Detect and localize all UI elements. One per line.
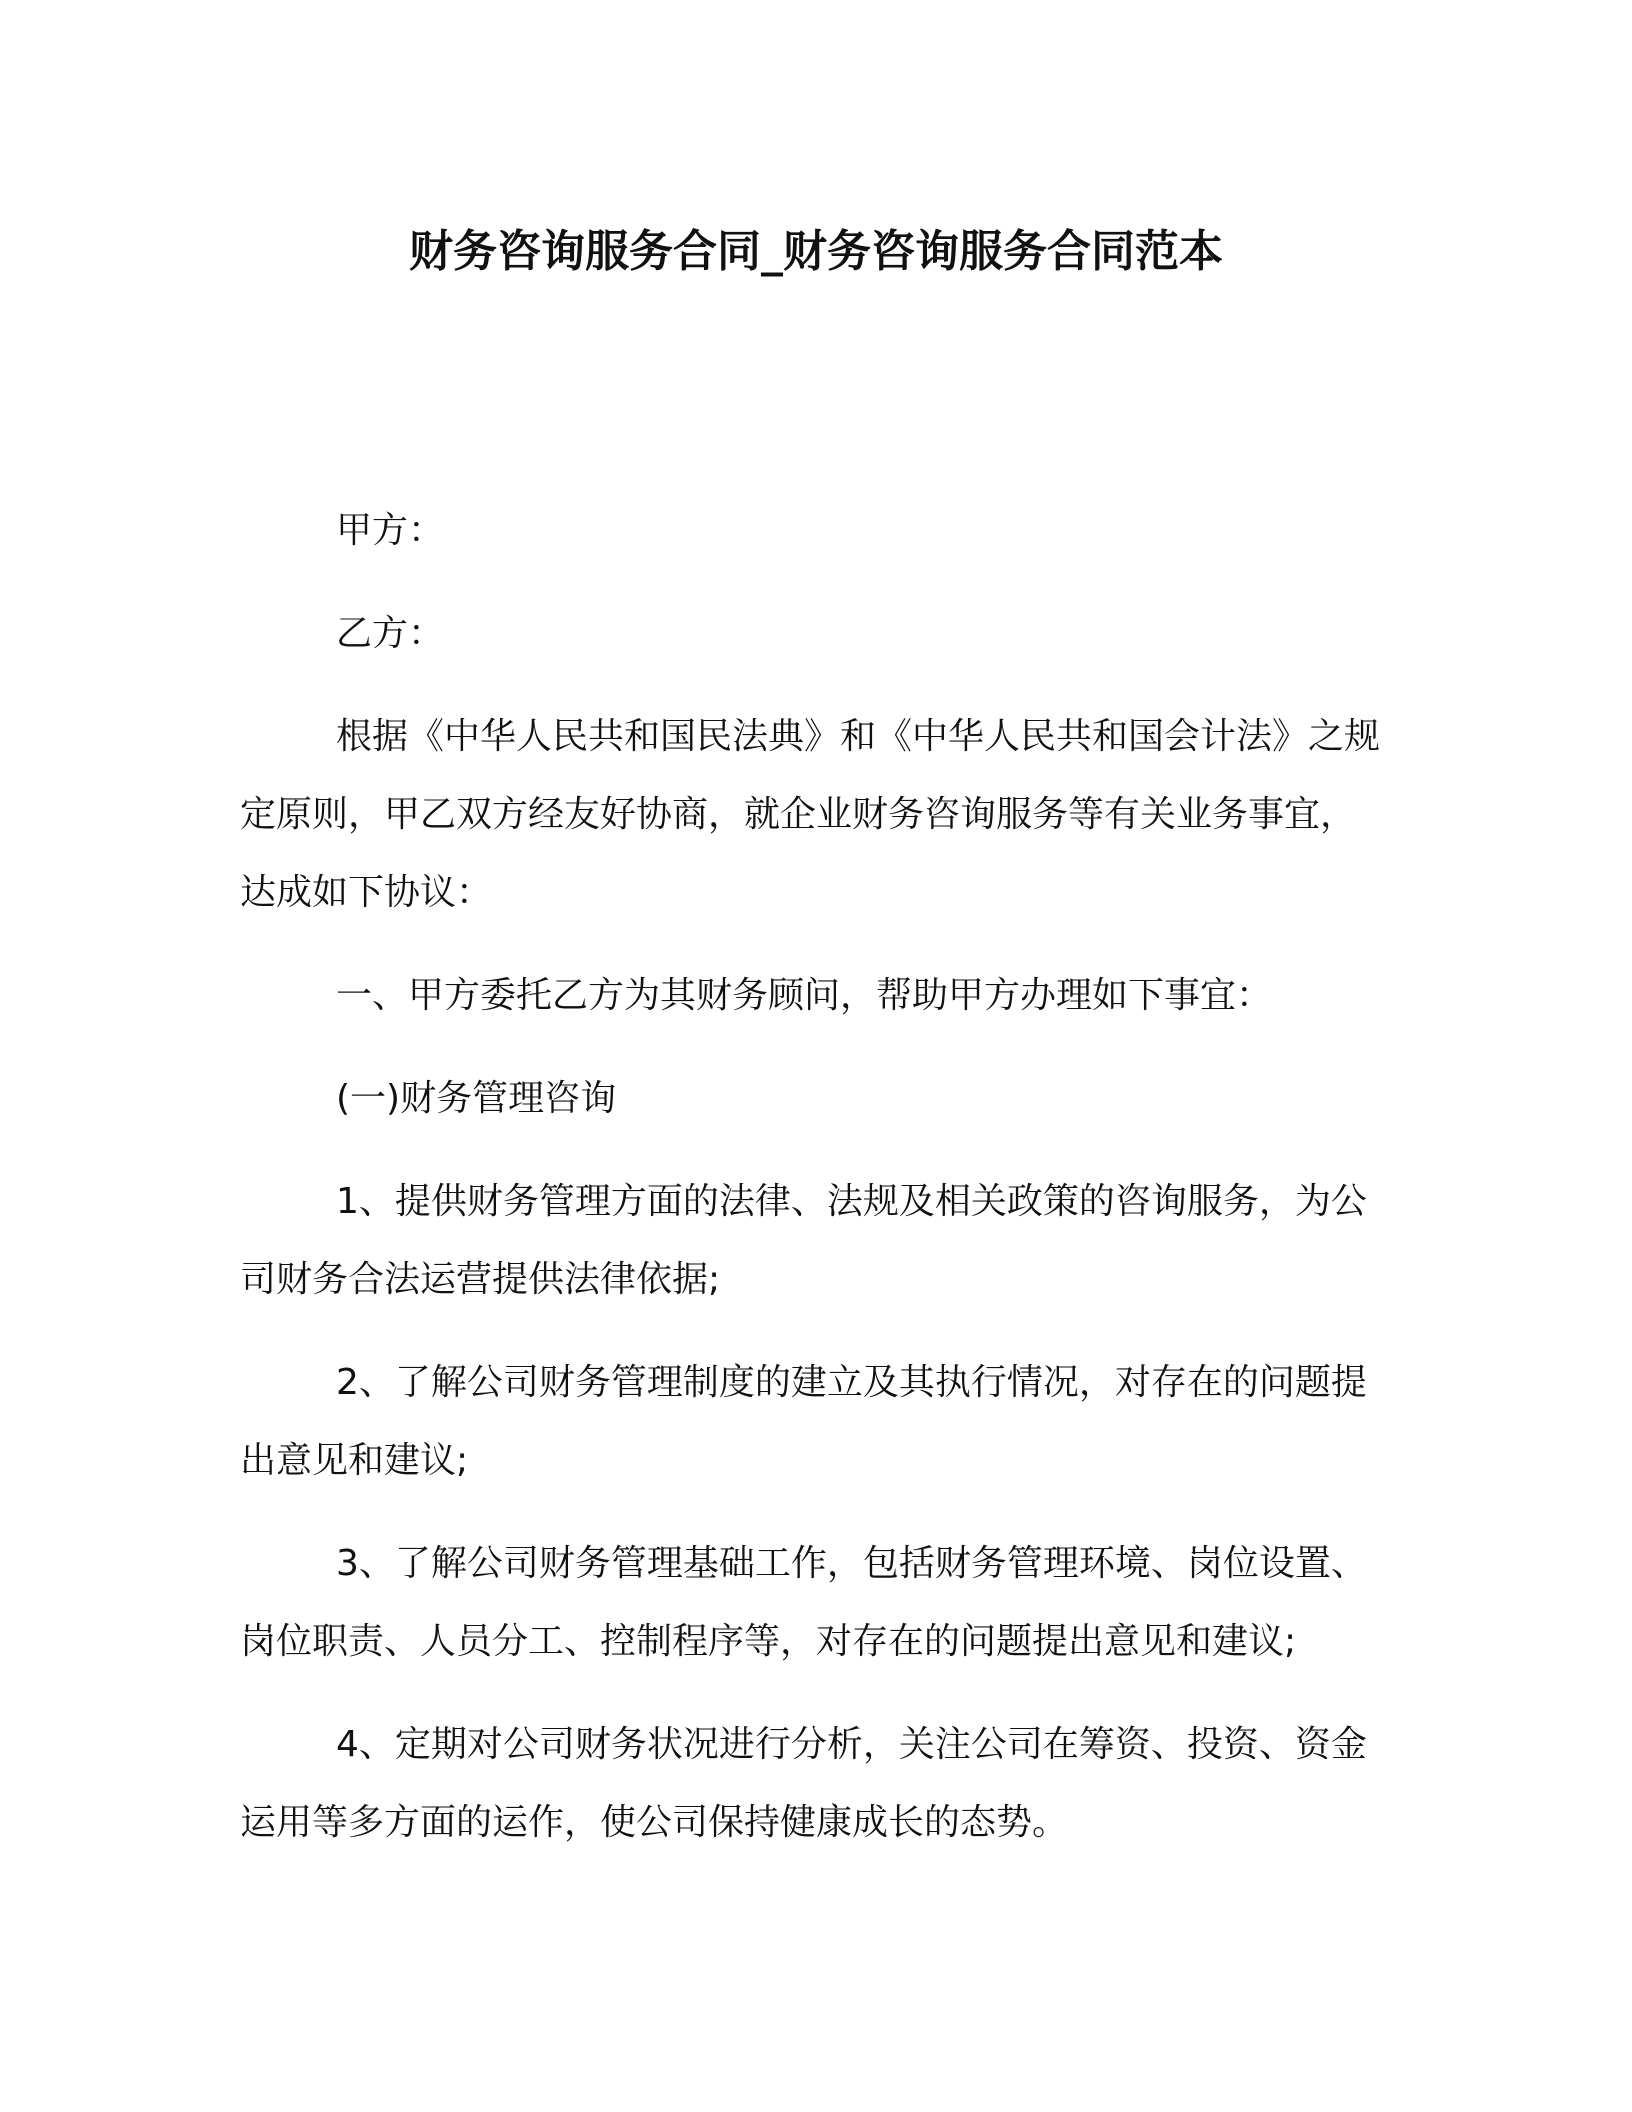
clause-1-heading: 一、甲方委托乙方为其财务顾问，帮助甲方办理如下事宜：: [336, 975, 1273, 1016]
item-2-paragraph: 2、了解公司财务管理制度的建立及其执行情况，对存在的问题提出意见和建议;: [240, 1362, 1367, 1481]
intro-paragraph: 根据《中华人民共和国民法典》和《中华人民共和国会计法》之规定原则，甲乙双方经友好协商，就企业财务咨询服务等有关业务事宜，达成如下协议：: [240, 716, 1381, 913]
item-3-paragraph: 3、了解公司财务管理基础工作，包括财务管理环境、岗位设置、岗位职责、人员分工、控制程序等，对存在的问题提出意见和建议;: [240, 1543, 1367, 1662]
party-a-line: 甲方：: [336, 510, 445, 551]
party-b-line: 乙方：: [336, 613, 445, 654]
document-title: 财务咨询服务合同_财务咨询服务合同范本: [409, 226, 1223, 277]
document-body: [240, 492, 1380, 1887]
item-1-paragraph: 1、提供财务管理方面的法律、法规及相关政策的咨询服务，为公司财务合法运营提供法律依据;: [240, 1181, 1367, 1300]
subsection-1-heading: (一)财务管理咨询: [336, 1078, 617, 1119]
item-4-paragraph: 4、定期对公司财务状况进行分析，关注公司在筹资、投资、资金运用等多方面的运作，使公司保持健康成长的态势。: [240, 1724, 1367, 1843]
